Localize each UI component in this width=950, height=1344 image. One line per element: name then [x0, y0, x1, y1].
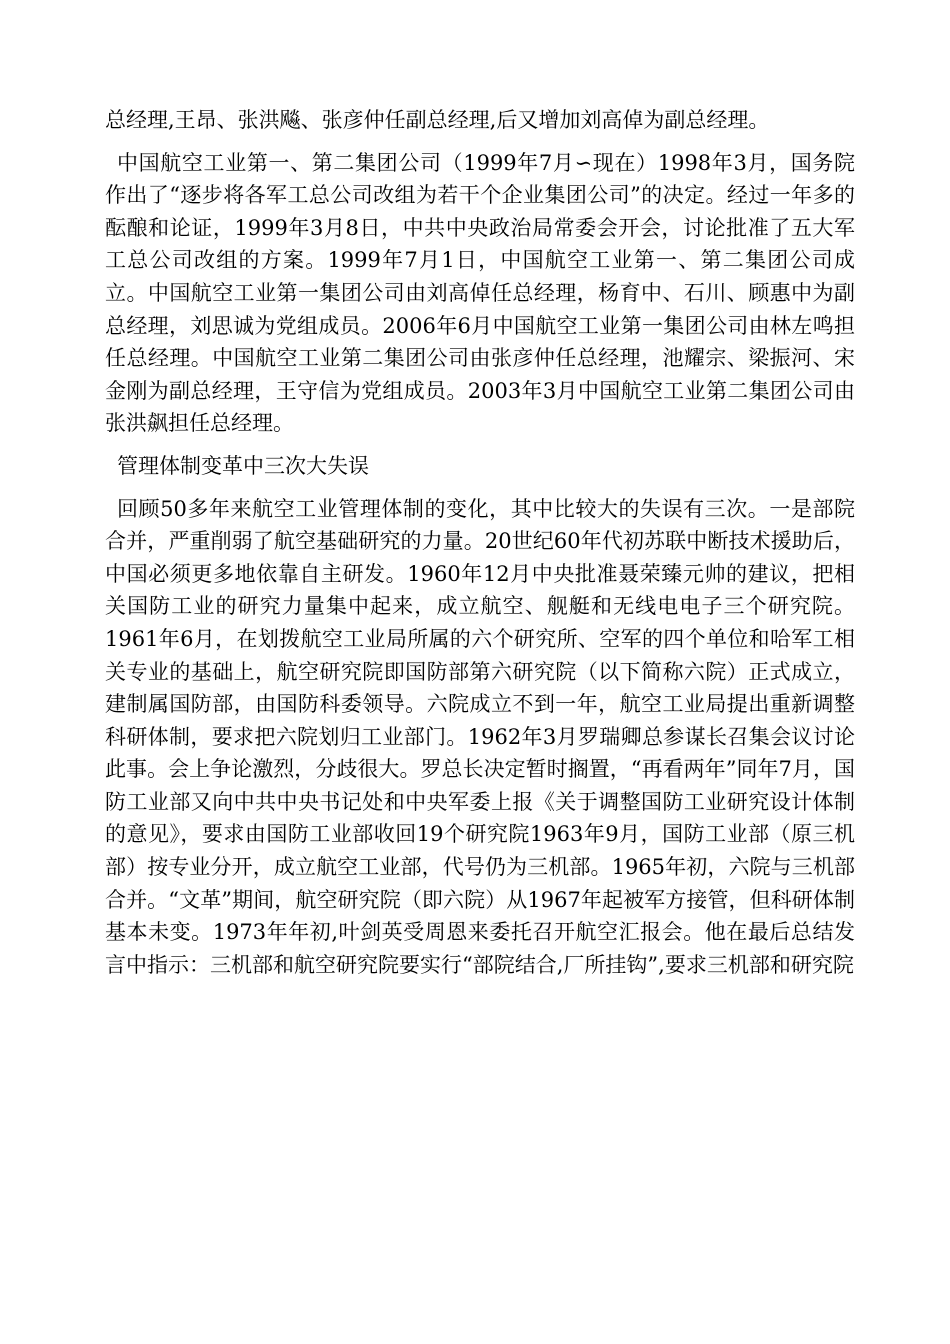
paragraph-aviation-groups: 中国航空工业第一、第二集团公司（1999年7月∽现在）1998年3月，国务院作出了“逐步将各军工总公司改组为若干个企业集团公司”的决定。经过一年多的酝酿和论证，1999年3月8日，中共中央政治局常委会开会，讨论批准了五大军工总公司改组的方案。1999年7月1日，中国航空工业第一、第二集团公司成立。中国航空工业第一集团公司由刘高倬任总经理，杨育中、石川、顾惠中为副总经理，刘思诚为党组成员。2006年6月中国航空工业第一集团公司由林左鸣担任总经理。中国航空工业第二集团公司由张彦仲任总经理，池耀宗、梁振河、宋金刚为副总经理，王守信为党组成员。2003年3月中国航空工业第二集团公司由张洪飙担任总经理。	[105, 150, 855, 436]
section-heading: 管理体制变革中三次大失误	[117, 453, 369, 478]
document-page	[105, 104, 855, 981]
paragraph-three-mistakes: 回顾50多年来航空工业管理体制的变化，其中比较大的失误有三次。一是部院合并，严重削弱了航空基础研究的力量。20世纪60年代初苏联中断技术援助后，中国必须更多地依靠自主研发。1960年12月中央批准聂荣臻元帅的建议，把相关国防工业的研究力量集中起来，成立航空、舰艇和无线电电子三个研究院。1961年6月，在划拨航空工业局所属的六个研究所、空军的四个单位和哈军工相关专业的基础上，航空研究院即国防部第六研究院（以下简称六院）正式成立，建制属国防部，由国防科委领导。六院成立不到一年，航空工业局提出重新调整科研体制，要求把六院划归工业部门。1962年3月罗瑞卿总参谋长召集会议讨论此事。会上争论激烈，分歧很大。罗总长决定暂时搁置，“再看两年”同年7月，国防工业部又向中共中央书记处和中央军委上报《关于调整国防工业研究设计体制的意见》，要求由国防工业部收回19个研究院1963年9月，国防工业部（原三机部）按专业分开，成立航空工业部，代号仍为三机部。1965年初，六院与三机部合并。“文革”期间，航空研究院（即六院）从1967年起被军方接管，但科研体制基本未变。1973年年初,叶剑英受周恩来委托召开航空汇报会。他在最后总结发言中指示：三机部和航空研究院要实行“部院结合,厂所挂钩”,要求三机部和研究院	[105, 496, 855, 977]
paragraph-continuation: 总经理,王昂、张洪飚、张彦仲任副总经理,后又增加刘高倬为副总经理。	[105, 108, 770, 132]
